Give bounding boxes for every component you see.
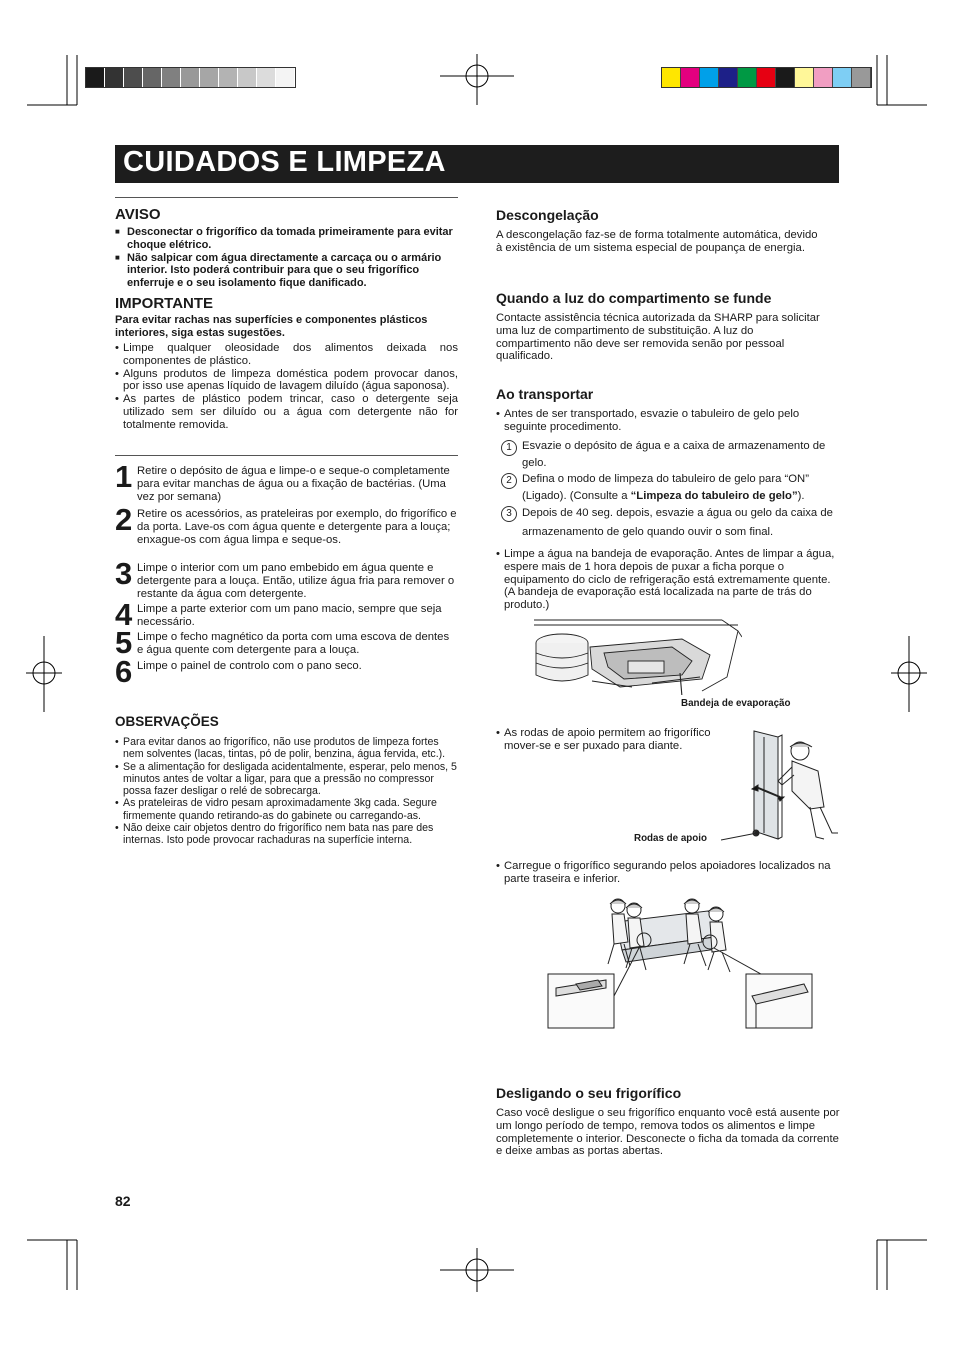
list-item: • As rodas de apoio permitem ao frigorífico mover-se e ser puxado para diante. bbox=[496, 727, 721, 753]
evaporation-tray-caption: Bandeja de evaporação bbox=[681, 698, 791, 709]
step-number: 6 bbox=[115, 654, 133, 689]
color-swatch bbox=[776, 68, 795, 87]
importante-heading: IMPORTANTE bbox=[115, 295, 214, 312]
color-swatch bbox=[852, 68, 871, 87]
list-item: ■ Não salpicar com água directamente a carcaça ou o armário interior. Isto poderá contribuir para que o seu frigorífico enferruje e o seu isolamento fique danificado. bbox=[115, 252, 458, 290]
substep-text bbox=[522, 471, 840, 504]
list-item: • Para evitar danos ao frigorífico, não use produtos de limpeza fortes nem solventes (lacas, tintas, pó de polir, benzina, água fervida, etc.). bbox=[115, 736, 460, 761]
luz-text: Contacte assistência técnica autorizada da SHARP para solicitar uma luz de compartimento de substituição. A luz do compartimento não deve ser removida senão por pessoal qualificado. bbox=[496, 312, 820, 363]
process-color-bar bbox=[661, 67, 872, 88]
step-number: 3 bbox=[115, 556, 133, 591]
divider bbox=[115, 197, 458, 198]
divider bbox=[115, 455, 458, 456]
color-swatch bbox=[757, 68, 776, 87]
step-number: 4 bbox=[115, 597, 133, 632]
step-text: Retire os acessórios, as prateleiras por exemplo, do frigorífico e da porta. Lave-os com água quente e detergente para a louça; enxague-os com água limpa e seque-os. bbox=[137, 508, 457, 546]
step-text: Limpe o interior com um pano embebido em água quente e detergente para a louça. Então, utilize água fria para remover o restante da água com detergente. bbox=[137, 562, 455, 600]
color-swatch bbox=[681, 68, 700, 87]
list-item: • As prateleiras de vidro pesam aproximadamente 3kg cada. Segure firmemente quando retirando-as do gabinete ou carregando-as. bbox=[115, 797, 460, 822]
color-swatch bbox=[833, 68, 852, 87]
luz-heading: Quando a luz do compartimento se funde bbox=[496, 290, 772, 306]
step-text: Retire o depósito de água e limpe-o e seque-o completamente para evitar manchas de água ou a fixação de bactérias. (Uma vez por semana) bbox=[137, 465, 450, 503]
list-item: • Alguns produtos de limpeza doméstica podem provocar danos, por isso use apenas líquido de lavagem diluído (água saponosa). bbox=[115, 368, 458, 394]
substep-text-post: ). bbox=[797, 489, 805, 502]
circled-number: 2 bbox=[501, 473, 517, 489]
circled-number: 3 bbox=[501, 506, 517, 522]
gray-color-bar bbox=[85, 67, 296, 88]
color-swatch bbox=[86, 68, 105, 87]
evaporation-tray-illustration bbox=[532, 617, 742, 695]
color-swatch bbox=[162, 68, 181, 87]
rodas-bullet bbox=[496, 727, 721, 753]
descongelacao-text: A descongelação faz-se de forma totalmente automática, devido à existência de um sistema especial de poupança de energia. bbox=[496, 229, 818, 254]
descongelacao-heading: Descongelação bbox=[496, 207, 599, 223]
step-number: 5 bbox=[115, 625, 133, 660]
circled-number: 1 bbox=[501, 440, 517, 456]
step-text: Limpe a parte exterior com um pano macio, sempre que seja necessário. bbox=[137, 603, 442, 628]
color-swatch bbox=[181, 68, 200, 87]
color-swatch bbox=[105, 68, 124, 87]
carry-bullet bbox=[496, 860, 841, 886]
color-swatch bbox=[238, 68, 257, 87]
carrying-refrigerator-illustration bbox=[546, 892, 814, 1032]
substep-text: Esvazie o depósito de água e a caixa de armazenamento de gelo. bbox=[522, 440, 826, 469]
list-item: • Antes de ser transportado, esvazie o tabuleiro de gelo pelo seguinte procedimento. bbox=[496, 408, 836, 434]
step-text: Limpe o fecho magnético da porta com uma escova de dentes e água quente com detergente para a louça. bbox=[137, 631, 450, 656]
list-item: • Limpe a água na bandeja de evaporação. Antes de limpar a água, espere mais de 1 hora depois de puxar a ficha porque o equipamento do ciclo de refrigeração está extremamente quente. (A bandeja de evaporação está localizada na parte de trás do produto.) bbox=[496, 548, 837, 612]
importante-list bbox=[115, 342, 458, 432]
moving-refrigerator-illustration bbox=[720, 727, 842, 845]
color-swatch bbox=[200, 68, 219, 87]
desligando-text: Caso você desligue o seu frigorífico enquanto você está ausente por um longo período de tempo, remova todos os alimentos e limpe completemente o interior. Desconecte o ficha da tomada da corrente e deixe ambas as portas abertas. bbox=[496, 1107, 840, 1158]
importante-intro: Para evitar rachas nas superfícies e componentes plásticos interiores, siga estas sugestões. bbox=[115, 314, 428, 339]
aviso-heading: AVISO bbox=[115, 206, 161, 223]
desligando-heading: Desligando o seu frigorífico bbox=[496, 1085, 682, 1101]
list-item: ■ Desconectar o frigorífico da tomada primeiramente para evitar choque elétrico. bbox=[115, 226, 458, 252]
color-swatch bbox=[276, 68, 295, 87]
caption-pointer bbox=[721, 830, 761, 842]
step-text: Limpe o painel de controlo com o pano seco. bbox=[137, 660, 362, 672]
color-swatch bbox=[124, 68, 143, 87]
aviso-list bbox=[115, 226, 458, 290]
color-swatch bbox=[700, 68, 719, 87]
color-swatch bbox=[814, 68, 833, 87]
transportar-heading: Ao transportar bbox=[496, 386, 594, 402]
color-swatch bbox=[143, 68, 162, 87]
step-number: 1 bbox=[115, 459, 133, 494]
step-number: 2 bbox=[115, 502, 133, 537]
transportar-intro bbox=[496, 408, 836, 434]
page-title: CUIDADOS E LIMPEZA bbox=[123, 146, 446, 178]
list-item: • Carregue o frigorífico segurando pelos apoiadores localizados na parte traseira e inferior. bbox=[496, 860, 841, 886]
page-number: 82 bbox=[115, 1193, 131, 1209]
color-swatch bbox=[719, 68, 738, 87]
observacoes-heading: OBSERVAÇÕES bbox=[115, 714, 219, 729]
color-swatch bbox=[662, 68, 681, 87]
substep-reference: “Limpeza do tabuleiro de gelo” bbox=[630, 489, 798, 502]
observacoes-list bbox=[115, 736, 460, 847]
title-bar bbox=[115, 145, 839, 183]
color-swatch bbox=[795, 68, 814, 87]
list-item: • Se a alimentação for desligada acidentalmente, esperar, pelo menos, 5 minutos antes de voltar a ligar, para que a pressão no compressor possa fazer desligar o relé de sobrecarga. bbox=[115, 761, 460, 798]
evaporation-bullet bbox=[496, 548, 837, 612]
color-swatch bbox=[219, 68, 238, 87]
list-item: • Limpe qualquer oleosidade dos alimentos deixada nos componentes de plástico. bbox=[115, 342, 458, 368]
substep-text: Depois de 40 seg. depois, esvazie a água ou gelo da caixa de armazenamento de gelo quando ouvir o som final. bbox=[522, 507, 833, 538]
list-item: • As partes de plástico podem trincar, caso o detergente seja utilizado sem ser diluído ou a água com detergente não for totalmente removida. bbox=[115, 393, 458, 431]
substep-text-pre: Defina o modo de limpeza do tabuleiro de gelo para “ON” (Ligado). (Consulte a bbox=[522, 473, 809, 502]
color-swatch bbox=[738, 68, 757, 87]
list-item: • Não deixe cair objetos dentro do frigorífico nem bata nas pare des internas. Isto pode provocar rachaduras na superfície interna. bbox=[115, 822, 460, 847]
color-swatch bbox=[257, 68, 276, 87]
rodas-caption: Rodas de apoio bbox=[634, 833, 707, 844]
